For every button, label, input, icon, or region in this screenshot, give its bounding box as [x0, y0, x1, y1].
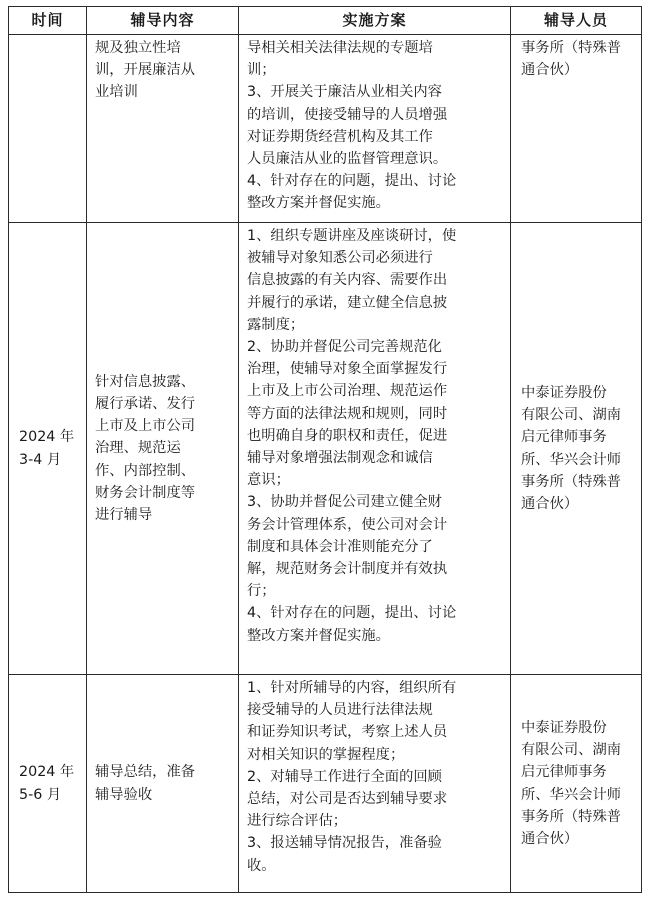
plan-line: 1、针对所辅导的内容，组织所有 [247, 680, 457, 696]
staff-line: 启元律师事务 [521, 764, 607, 781]
staff-line: 有限公司、湖南 [521, 407, 622, 424]
plan-line: 4、针对存在的问题，提出、讨论 [247, 173, 457, 190]
staff-line: 事务所（特殊普 [521, 808, 622, 825]
content-cell [87, 675, 239, 893]
time-cell [9, 223, 87, 675]
table-header-row [9, 7, 642, 35]
content-cell [87, 223, 239, 675]
header-staff: 辅导人员 [511, 7, 642, 35]
plan-line: 并履行的承诺，建立健全信息披 [247, 294, 448, 311]
time-months: 3-4 月 [19, 451, 62, 468]
time-cell [9, 35, 87, 223]
plan-line: 对证券期货经营机构及其工作 [247, 128, 433, 145]
content-line: 训，开展廉洁从 [95, 62, 196, 79]
content-line: 辅导验收 [95, 786, 153, 803]
header-time: 时间 [9, 7, 87, 35]
content-line: 针对信息披露、 [95, 373, 196, 390]
plan-line: 整改方案并督促实施。 [247, 627, 390, 644]
plan-line: 2、对辅导工作进行全面的回顾 [247, 768, 442, 785]
plan-cell [239, 35, 511, 223]
staff-line: 所、华兴会计师 [521, 451, 622, 468]
plan-line: 整改方案并督促实施。 [247, 195, 390, 212]
table-row [9, 675, 642, 893]
staff-line: 通合伙） [521, 830, 579, 847]
plan-line: 露制度； [247, 316, 305, 333]
staff-cell [511, 675, 642, 893]
staff-line: 所、华兴会计师 [521, 786, 622, 803]
content-line: 治理、规范运 [95, 440, 181, 457]
plan-line: 和证券知识考试，考察上述人员 [247, 724, 448, 741]
staff-cell [511, 35, 642, 223]
plan-line: 2、协助并督促公司完善规范化 [247, 339, 442, 356]
plan-line: 上市及上市公司治理、规范运作 [247, 383, 448, 400]
plan-line: 1、组织专题讲座及座谈研讨，使 [247, 228, 457, 244]
staff-line: 中泰证券股份 [521, 384, 607, 401]
counseling-schedule-table [8, 6, 642, 893]
content-line: 业培训 [95, 84, 138, 101]
content-line: 上市及上市公司 [95, 418, 196, 435]
plan-line: 3、开展关于廉洁从业相关内容 [247, 84, 442, 101]
plan-line: 收。 [247, 857, 276, 874]
plan-line: 等方面的法律法规和规则，同时 [247, 405, 448, 422]
staff-line: 事务所（特殊普 [521, 40, 622, 56]
content-line: 进行辅导 [95, 507, 153, 523]
plan-line: 治理，使辅导对象全面掌握发行 [247, 361, 448, 378]
content-cell [87, 35, 239, 223]
staff-line: 启元律师事务 [521, 429, 607, 446]
staff-line: 事务所（特殊普 [521, 473, 622, 490]
staff-line: 中泰证券股份 [521, 719, 607, 736]
content-line: 辅导总结，准备 [95, 764, 196, 781]
plan-line: 制度和具体会计准则能充分了 [247, 538, 433, 555]
plan-line: 被辅导对象知悉公司必须进行 [247, 250, 433, 267]
time-year: 2024 年 [19, 429, 75, 446]
plan-line: 导相关相关法律法规的专题培 [247, 40, 433, 56]
table-row [9, 35, 642, 223]
staff-line: 有限公司、湖南 [521, 742, 622, 759]
plan-line: 4、针对存在的问题，提出、讨论 [247, 605, 457, 622]
time-months: 5-6 月 [19, 786, 62, 803]
plan-cell [239, 675, 511, 893]
plan-line: 3、报送辅导情况报告，准备验 [247, 835, 442, 852]
time-year: 2024 年 [19, 764, 75, 781]
staff-cell [511, 223, 642, 675]
plan-line: 进行综合评估； [247, 813, 348, 830]
content-line: 履行承诺、发行 [95, 395, 196, 412]
plan-line: 3、协助并督促公司建立健全财 [247, 494, 442, 511]
plan-line: 的培训，使接受辅导的人员增强 [247, 106, 448, 123]
plan-line: 行； [247, 583, 276, 600]
plan-line: 辅导对象增强法制观念和诚信 [247, 450, 433, 467]
content-line: 规及独立性培 [95, 40, 181, 56]
time-cell [9, 675, 87, 893]
plan-line: 对相关知识的掌握程度； [247, 746, 405, 763]
plan-line: 务会计管理体系，使公司对会计 [247, 516, 448, 533]
plan-line: 也明确自身的职权和责任，促进 [247, 427, 448, 444]
plan-line: 总结，对公司是否达到辅导要求 [247, 791, 448, 808]
plan-line: 信息披露的有关内容、需要作出 [247, 272, 448, 289]
header-content: 辅导内容 [87, 7, 239, 35]
plan-line: 训； [247, 62, 276, 79]
plan-line: 接受辅导的人员进行法律法规 [247, 702, 433, 719]
header-plan: 实施方案 [239, 7, 511, 35]
table-row [9, 223, 642, 675]
plan-cell [239, 223, 511, 675]
staff-line: 通合伙） [521, 495, 579, 512]
content-line: 作、内部控制、 [95, 462, 196, 479]
plan-line: 人员廉洁从业的监督管理意识。 [247, 151, 448, 168]
staff-line: 通合伙） [521, 62, 579, 79]
plan-line: 意识； [247, 472, 290, 489]
content-line: 财务会计制度等 [95, 484, 196, 501]
plan-line: 解，规范财务会计制度并有效执 [247, 561, 448, 578]
